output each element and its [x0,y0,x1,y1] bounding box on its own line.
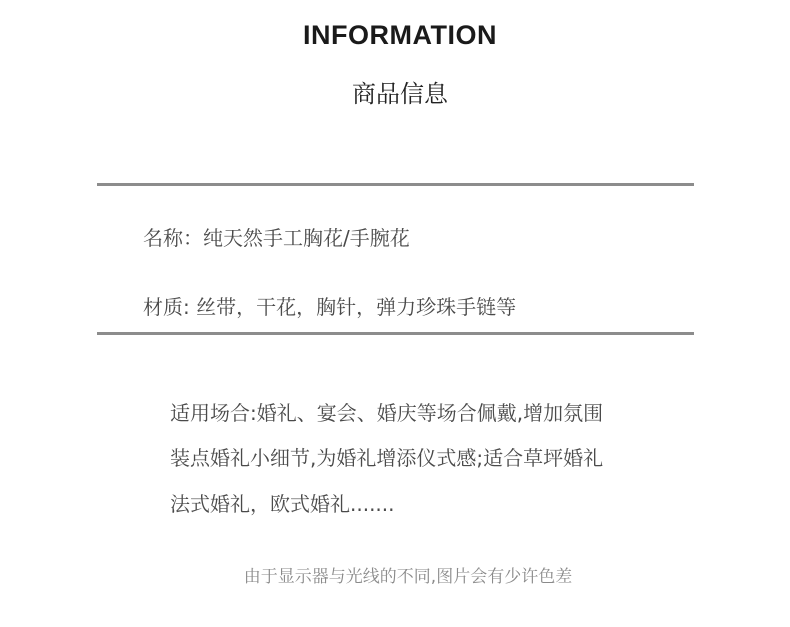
divider-top [97,183,694,186]
product-name-line: 名称：纯天然手工胸花/手腕花 [143,226,410,250]
color-disclaimer: 由于显示器与光线的不同,图片会有少许色差 [243,567,573,587]
usage-line: 法式婚礼，欧式婚礼....... [170,492,395,516]
product-material-line: 材质: 丝带，干花，胸针，弹力珍珠手链等 [143,295,517,319]
section-title-cn: 商品信息 [352,80,448,108]
usage-line: 适用场合:婚礼、宴会、婚庆等场合佩戴,增加氛围 [170,401,604,425]
usage-line: 装点婚礼小细节,为婚礼增添仪式感;适合草坪婚礼 [170,446,604,470]
divider-bottom [97,332,694,335]
section-title-en: INFORMATION [303,20,497,50]
